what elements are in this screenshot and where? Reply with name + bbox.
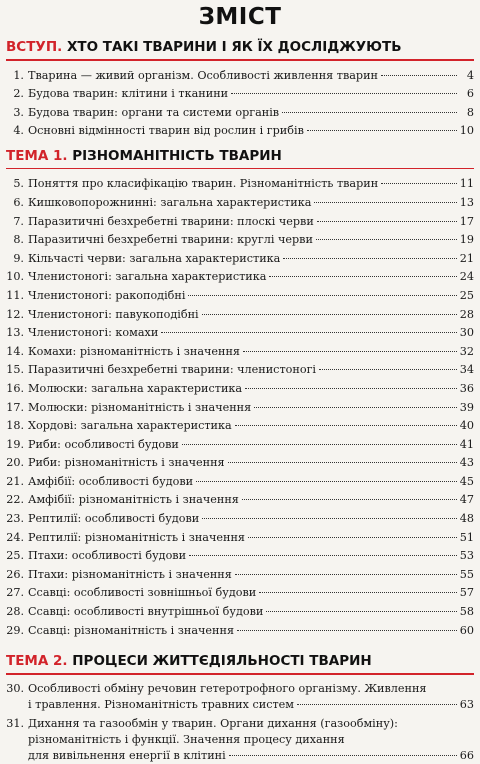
- toc-entry[interactable]: [6, 122, 474, 141]
- entry-page: 10: [459, 124, 474, 138]
- dot-leader: [314, 202, 456, 203]
- entry-page: 63: [459, 697, 474, 711]
- entry-number: 7.: [13, 214, 24, 228]
- entry-title: Членистоногі: загальна характеристика: [28, 270, 267, 284]
- toc-entry[interactable]: [6, 287, 474, 306]
- entry-number: 4.: [13, 124, 24, 138]
- dot-leader: [269, 276, 456, 277]
- entry-page: 41: [459, 437, 474, 451]
- entry-number: 24.: [6, 530, 24, 544]
- entry-title: Членистоногі: комахи: [28, 326, 159, 340]
- entry-number: 6.: [13, 195, 24, 209]
- dot-leader: [266, 611, 456, 612]
- entry-page: 55: [459, 567, 474, 581]
- dot-leader: [381, 75, 457, 76]
- entry-number: 25.: [6, 549, 24, 563]
- toc-entry[interactable]: [6, 343, 474, 362]
- toc-entry[interactable]: [6, 491, 474, 510]
- toc-entry[interactable]: [6, 306, 474, 325]
- entry-number: 17.: [6, 400, 24, 414]
- toc-entry[interactable]: [6, 716, 474, 764]
- entry-page: 60: [459, 623, 474, 637]
- entry-page: 8: [466, 105, 474, 119]
- entry-title: Будова тварин: клітини і тканини: [28, 87, 229, 101]
- entry-number: 18.: [6, 419, 24, 433]
- dot-leader: [297, 704, 457, 705]
- entry-title: Тварина — живий організм. Особливості живлення тварин: [28, 68, 378, 82]
- entry-title-line: Дихання та газообмін у тварин. Органи дихання (газообміну):: [28, 716, 398, 730]
- entry-number: 8.: [13, 233, 24, 247]
- entry-title: Паразитичні безхребетні тварини: плоскі черви: [28, 214, 314, 228]
- toc-entry[interactable]: [6, 380, 474, 399]
- toc-entry[interactable]: [6, 213, 474, 232]
- entry-title: Рептилії: особливості будови: [28, 512, 200, 526]
- dot-leader: [243, 351, 457, 352]
- section-heading-topic-1: [6, 145, 474, 167]
- dot-leader: [235, 574, 457, 575]
- toc-entry[interactable]: [6, 268, 474, 287]
- dot-leader: [319, 369, 457, 370]
- toc-entry[interactable]: [6, 510, 474, 529]
- entry-page: 58: [459, 605, 474, 619]
- section-divider: [6, 168, 474, 170]
- entry-page: 21: [459, 251, 474, 265]
- toc-list-intro: [6, 67, 474, 141]
- entry-number: 1.: [13, 68, 24, 82]
- entry-title: Паразитичні безхребетні тварини: круглі черви: [28, 233, 313, 247]
- entry-number: 16.: [6, 381, 24, 395]
- entry-number: 31.: [6, 716, 24, 730]
- toc-entry[interactable]: [6, 529, 474, 548]
- section-heading-intro: [6, 36, 474, 58]
- toc-entry[interactable]: [6, 681, 474, 713]
- section-divider: [6, 59, 474, 61]
- entry-page: 43: [459, 456, 474, 470]
- dot-leader: [242, 499, 457, 500]
- entry-page: 53: [459, 549, 474, 563]
- toc-entry[interactable]: [6, 67, 474, 86]
- entry-title: Риби: різноманітність і значення: [28, 456, 225, 470]
- entry-number: 27.: [6, 586, 24, 600]
- entry-number: 29.: [6, 623, 24, 637]
- entry-title: Птахи: особливості будови: [28, 549, 187, 563]
- toc-entry[interactable]: [6, 104, 474, 123]
- entry-number: 20.: [6, 456, 24, 470]
- entry-title: Хордові: загальна характеристика: [28, 419, 232, 433]
- toc-entry[interactable]: [6, 175, 474, 194]
- section-divider: [6, 673, 474, 675]
- dot-leader: [245, 388, 457, 389]
- entry-page: 48: [459, 512, 474, 526]
- entry-number: 13.: [6, 326, 24, 340]
- section-label: ТЕМА 2.: [6, 653, 68, 670]
- entry-number: 22.: [6, 493, 24, 507]
- dot-leader: [161, 332, 456, 333]
- entry-page: 13: [459, 195, 474, 209]
- entry-number: 2.: [13, 87, 24, 101]
- dot-leader: [381, 183, 457, 184]
- entry-number: 9.: [13, 251, 24, 265]
- entry-number: 23.: [6, 512, 24, 526]
- dot-leader: [229, 755, 457, 756]
- toc-entry[interactable]: [6, 473, 474, 492]
- entry-page: 66: [459, 748, 474, 762]
- section-name: РІЗНОМАНІТНІСТЬ ТВАРИН: [72, 147, 282, 164]
- entry-title: Комахи: різноманітність і значення: [28, 344, 240, 358]
- dot-leader: [248, 537, 457, 538]
- dot-leader: [283, 258, 456, 259]
- section-name: ПРОЦЕСИ ЖИТТЄДІЯЛЬНОСТІ ТВАРИН: [72, 653, 372, 670]
- entry-title: Кишковопорожнинні: загальна характеристика: [28, 195, 312, 209]
- entry-title: Паразитичні безхребетні тварини: членистоногі: [28, 363, 317, 377]
- entry-page: 45: [459, 474, 474, 488]
- dot-leader: [235, 425, 457, 426]
- toc-entry[interactable]: [6, 85, 474, 104]
- entry-number: 28.: [6, 605, 24, 619]
- entry-title: Амфібії: особливості будови: [28, 474, 194, 488]
- dot-leader: [202, 314, 457, 315]
- toc-entry[interactable]: [6, 231, 474, 250]
- toc-entry[interactable]: [6, 250, 474, 269]
- dot-leader: [254, 407, 457, 408]
- entry-title: Рептилії: різноманітність і значення: [28, 530, 245, 544]
- entry-title-line: різноманітність і функції. Значення процесу дихання: [28, 732, 345, 746]
- entry-page: 34: [459, 363, 474, 377]
- entry-page: 19: [459, 233, 474, 247]
- entry-number: 14.: [6, 344, 24, 358]
- toc-entry[interactable]: [6, 547, 474, 566]
- entry-page: 17: [459, 214, 474, 228]
- entry-number: 10.: [6, 270, 24, 284]
- dot-leader: [282, 112, 457, 113]
- entry-number: 11.: [6, 288, 24, 302]
- toc-entry[interactable]: [6, 603, 474, 622]
- entry-title: Поняття про класифікацію тварин. Різноманітність тварин: [28, 177, 379, 191]
- entry-title: Кільчасті черви: загальна характеристика: [28, 251, 281, 265]
- toc-entry[interactable]: [6, 566, 474, 585]
- dot-leader: [228, 462, 457, 463]
- entry-title: Будова тварин: органи та системи органів: [28, 105, 280, 119]
- entry-title: Молюски: різноманітність і значення: [28, 400, 252, 414]
- entry-number: 19.: [6, 437, 24, 451]
- entry-title-line: Особливості обміну речовин гетеротрофного організму. Живлення: [28, 681, 427, 695]
- dot-leader: [196, 481, 457, 482]
- dot-leader: [189, 555, 457, 556]
- toc-entry[interactable]: [6, 622, 474, 641]
- entry-page: 39: [459, 400, 474, 414]
- entry-page: 11: [459, 177, 474, 191]
- page-title: ЗМІСТ: [198, 4, 282, 30]
- section-name: ХТО ТАКІ ТВАРИНИ І ЯК ЇХ ДОСЛІДЖУЮТЬ: [66, 39, 402, 55]
- toc-entry[interactable]: [6, 324, 474, 343]
- entry-title: Членистоногі: павукоподібні: [28, 307, 199, 321]
- dot-leader: [259, 592, 457, 593]
- entry-page: 4: [466, 68, 474, 82]
- entry-page: 32: [459, 344, 474, 358]
- entry-page: 24: [459, 270, 474, 284]
- entry-title-line: і травлення. Різноманітність травних систем: [28, 697, 294, 711]
- toc-entry[interactable]: [6, 584, 474, 603]
- entry-page: 36: [459, 381, 474, 395]
- toc-entry[interactable]: [6, 417, 474, 436]
- entry-title: Ссавці: особливості зовнішньої будови: [28, 586, 257, 600]
- toc-entry[interactable]: [6, 399, 474, 418]
- entry-page: 30: [459, 326, 474, 340]
- entry-number: 5.: [13, 177, 24, 191]
- entry-page: 51: [459, 530, 474, 544]
- toc-entry[interactable]: [6, 361, 474, 380]
- section-label: ВСТУП.: [6, 39, 63, 55]
- toc-entry[interactable]: [6, 454, 474, 473]
- section-heading-topic-2: [6, 650, 474, 672]
- toc-entry[interactable]: [6, 436, 474, 455]
- entry-title: Ссавці: різноманітність і значення: [28, 623, 235, 637]
- entry-title: Членистоногі: ракоподібні: [28, 288, 186, 302]
- dot-leader: [188, 295, 456, 296]
- entry-title: Риби: особливості будови: [28, 437, 179, 451]
- entry-title: Птахи: різноманітність і значення: [28, 567, 232, 581]
- entry-title: Ссавці: особливості внутрішньої будови: [28, 605, 264, 619]
- entry-number: 21.: [6, 474, 24, 488]
- entry-title-line: для вивільнення енергії в клітині: [28, 748, 226, 762]
- dot-leader: [231, 93, 457, 94]
- dot-leader: [202, 518, 457, 519]
- entry-page: 47: [459, 493, 474, 507]
- dot-leader: [316, 239, 457, 240]
- entry-number: 26.: [6, 567, 24, 581]
- entry-page: 25: [459, 288, 474, 302]
- entry-page: 40: [459, 419, 474, 433]
- dot-leader: [307, 130, 457, 131]
- section-label: ТЕМА 1.: [6, 147, 68, 164]
- dot-leader: [237, 630, 457, 631]
- entry-number: 12.: [6, 307, 24, 321]
- entry-title: Амфібії: різноманітність і значення: [28, 493, 239, 507]
- dot-leader: [317, 221, 457, 222]
- entry-page: 28: [459, 307, 474, 321]
- toc-list-topic-2: [6, 681, 474, 764]
- entry-number: 30.: [6, 681, 24, 695]
- toc-list-topic-1: [6, 175, 474, 640]
- entry-title: Основні відмінності тварин від рослин і грибів: [28, 124, 304, 138]
- entry-number: 15.: [6, 363, 24, 377]
- entry-page: 57: [459, 586, 474, 600]
- entry-number: 3.: [13, 105, 24, 119]
- toc-entry[interactable]: [6, 194, 474, 213]
- entry-page: 6: [466, 87, 474, 101]
- dot-leader: [182, 444, 457, 445]
- entry-title: Молюски: загальна характеристика: [28, 381, 243, 395]
